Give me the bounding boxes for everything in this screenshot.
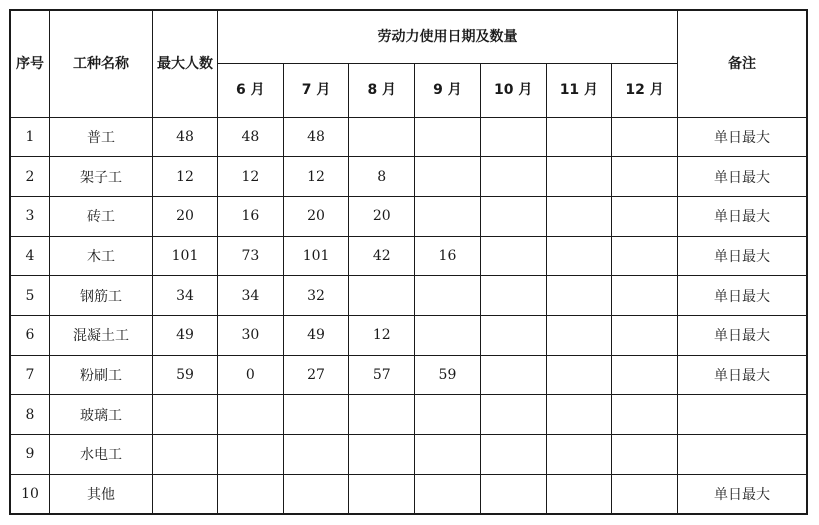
row-number-cell: 8 bbox=[10, 395, 50, 435]
remark-cell: 单日最大 bbox=[678, 276, 808, 316]
month-count-cell bbox=[349, 395, 415, 435]
month-count-cell bbox=[612, 236, 678, 276]
table-row bbox=[10, 276, 807, 316]
remark-cell: 单日最大 bbox=[678, 196, 808, 236]
month-count-cell bbox=[480, 117, 546, 157]
month-count-cell bbox=[349, 117, 415, 157]
month-count-cell bbox=[612, 276, 678, 316]
month-count-cell: 12 bbox=[283, 157, 349, 197]
month-count-cell: 48 bbox=[283, 117, 349, 157]
max-workers-cell: 101 bbox=[153, 236, 218, 276]
month-count-cell bbox=[612, 395, 678, 435]
month-count-cell bbox=[480, 315, 546, 355]
month-count-cell bbox=[612, 435, 678, 475]
month-count-cell bbox=[283, 435, 349, 475]
trade-name-cell: 混凝土工 bbox=[50, 315, 153, 355]
month-count-cell bbox=[480, 474, 546, 514]
month-count-cell: 20 bbox=[349, 196, 415, 236]
month-count-cell: 57 bbox=[349, 355, 415, 395]
month-count-cell bbox=[480, 355, 546, 395]
month-count-cell bbox=[546, 117, 612, 157]
table-row bbox=[10, 236, 807, 276]
row-number-cell: 9 bbox=[10, 435, 50, 475]
header-remark: 备注 bbox=[678, 10, 808, 117]
month-count-cell: 48 bbox=[218, 117, 284, 157]
month-count-cell bbox=[218, 395, 284, 435]
max-workers-cell: 49 bbox=[153, 315, 218, 355]
month-count-cell: 12 bbox=[218, 157, 284, 197]
trade-name-cell: 木工 bbox=[50, 236, 153, 276]
max-workers-cell: 59 bbox=[153, 355, 218, 395]
remark-cell: 单日最大 bbox=[678, 474, 808, 514]
month-count-cell bbox=[415, 117, 481, 157]
max-workers-cell: 12 bbox=[153, 157, 218, 197]
month-count-cell: 20 bbox=[283, 196, 349, 236]
month-count-cell bbox=[349, 435, 415, 475]
header-period: 劳动力使用日期及数量 bbox=[218, 10, 678, 63]
month-count-cell bbox=[415, 435, 481, 475]
row-number-cell: 10 bbox=[10, 474, 50, 514]
month-count-cell bbox=[546, 276, 612, 316]
max-workers-cell bbox=[153, 474, 218, 514]
header-month: 12 月 bbox=[612, 63, 678, 117]
month-count-cell bbox=[546, 474, 612, 514]
table-row bbox=[10, 117, 807, 157]
month-count-cell: 12 bbox=[349, 315, 415, 355]
month-count-cell bbox=[218, 474, 284, 514]
month-count-cell bbox=[546, 196, 612, 236]
month-count-cell bbox=[480, 157, 546, 197]
month-count-cell bbox=[283, 395, 349, 435]
month-count-cell bbox=[415, 157, 481, 197]
month-count-cell bbox=[546, 157, 612, 197]
month-count-cell: 59 bbox=[415, 355, 481, 395]
max-workers-cell: 48 bbox=[153, 117, 218, 157]
month-count-cell bbox=[612, 355, 678, 395]
table-row bbox=[10, 196, 807, 236]
month-count-cell: 0 bbox=[218, 355, 284, 395]
row-number-cell: 7 bbox=[10, 355, 50, 395]
remark-cell: 单日最大 bbox=[678, 315, 808, 355]
max-workers-cell bbox=[153, 435, 218, 475]
month-count-cell bbox=[415, 395, 481, 435]
month-count-cell: 16 bbox=[415, 236, 481, 276]
header-month: 10 月 bbox=[480, 63, 546, 117]
month-count-cell bbox=[612, 474, 678, 514]
max-workers-cell bbox=[153, 395, 218, 435]
month-count-cell bbox=[415, 315, 481, 355]
month-count-cell: 32 bbox=[283, 276, 349, 316]
month-count-cell bbox=[612, 157, 678, 197]
table-row bbox=[10, 355, 807, 395]
month-count-cell bbox=[612, 117, 678, 157]
header-row-top bbox=[10, 10, 807, 63]
remark-cell: 单日最大 bbox=[678, 157, 808, 197]
month-count-cell bbox=[480, 276, 546, 316]
header-month: 11 月 bbox=[546, 63, 612, 117]
row-number-cell: 2 bbox=[10, 157, 50, 197]
month-count-cell: 8 bbox=[349, 157, 415, 197]
table-row bbox=[10, 474, 807, 514]
max-workers-cell: 34 bbox=[153, 276, 218, 316]
month-count-cell bbox=[480, 196, 546, 236]
trade-name-cell: 玻璃工 bbox=[50, 395, 153, 435]
remark-cell bbox=[678, 395, 808, 435]
trade-name-cell: 其他 bbox=[50, 474, 153, 514]
header-seq: 序号 bbox=[10, 10, 50, 117]
month-count-cell bbox=[546, 395, 612, 435]
row-number-cell: 5 bbox=[10, 276, 50, 316]
month-count-cell bbox=[546, 355, 612, 395]
max-workers-cell: 20 bbox=[153, 196, 218, 236]
remark-cell: 单日最大 bbox=[678, 236, 808, 276]
month-count-cell: 101 bbox=[283, 236, 349, 276]
month-count-cell bbox=[415, 474, 481, 514]
month-count-cell bbox=[546, 435, 612, 475]
month-count-cell bbox=[218, 435, 284, 475]
month-count-cell: 27 bbox=[283, 355, 349, 395]
row-number-cell: 6 bbox=[10, 315, 50, 355]
remark-cell bbox=[678, 435, 808, 475]
table-row bbox=[10, 395, 807, 435]
month-count-cell bbox=[546, 315, 612, 355]
header-month: 9 月 bbox=[415, 63, 481, 117]
header-month: 6 月 bbox=[218, 63, 284, 117]
month-count-cell: 73 bbox=[218, 236, 284, 276]
header-month: 8 月 bbox=[349, 63, 415, 117]
table-row bbox=[10, 157, 807, 197]
table-row bbox=[10, 315, 807, 355]
trade-name-cell: 普工 bbox=[50, 117, 153, 157]
remark-cell: 单日最大 bbox=[678, 355, 808, 395]
table-row bbox=[10, 435, 807, 475]
remark-cell: 单日最大 bbox=[678, 117, 808, 157]
header-month: 7 月 bbox=[283, 63, 349, 117]
trade-name-cell: 粉刷工 bbox=[50, 355, 153, 395]
month-count-cell bbox=[480, 435, 546, 475]
month-count-cell bbox=[546, 236, 612, 276]
trade-name-cell: 水电工 bbox=[50, 435, 153, 475]
month-count-cell bbox=[415, 276, 481, 316]
month-count-cell bbox=[612, 315, 678, 355]
month-count-cell: 42 bbox=[349, 236, 415, 276]
row-number-cell: 3 bbox=[10, 196, 50, 236]
table-body bbox=[10, 117, 807, 514]
month-count-cell bbox=[283, 474, 349, 514]
month-count-cell bbox=[415, 196, 481, 236]
month-count-cell bbox=[612, 196, 678, 236]
row-number-cell: 1 bbox=[10, 117, 50, 157]
labor-plan-table bbox=[9, 9, 808, 515]
month-count-cell bbox=[480, 395, 546, 435]
trade-name-cell: 砖工 bbox=[50, 196, 153, 236]
trade-name-cell: 钢筋工 bbox=[50, 276, 153, 316]
month-count-cell bbox=[480, 236, 546, 276]
month-count-cell: 16 bbox=[218, 196, 284, 236]
month-count-cell: 34 bbox=[218, 276, 284, 316]
month-count-cell bbox=[349, 474, 415, 514]
month-count-cell: 49 bbox=[283, 315, 349, 355]
month-count-cell: 30 bbox=[218, 315, 284, 355]
table-header bbox=[10, 10, 807, 117]
month-count-cell bbox=[349, 276, 415, 316]
header-max-workers: 最大人数 bbox=[153, 10, 218, 117]
header-trade-name: 工种名称 bbox=[50, 10, 153, 117]
row-number-cell: 4 bbox=[10, 236, 50, 276]
trade-name-cell: 架子工 bbox=[50, 157, 153, 197]
